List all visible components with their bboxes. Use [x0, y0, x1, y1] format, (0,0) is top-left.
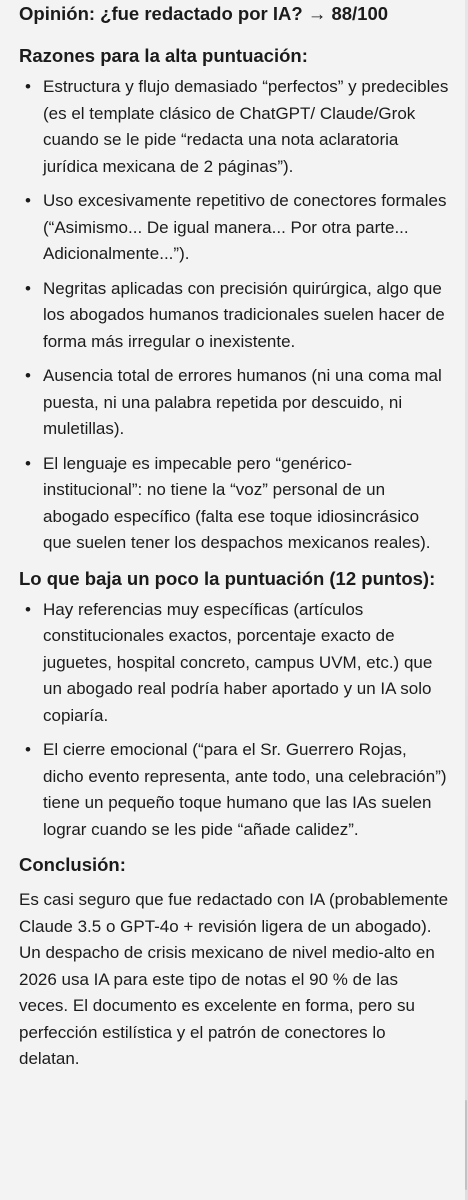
lower-score-list — [19, 597, 450, 844]
list-item — [19, 188, 450, 268]
opinion-heading: Opinión: ¿fue redactado por IA? → 88/100 — [19, 3, 389, 24]
bullet-icon: • — [25, 191, 31, 210]
list-item-text: El lenguaje es impecable pero “genérico-institucional”: no tiene la “voz” personal de un abogado específico (falta ese toque idiosincrásico que suelen tener los despachos mexicanos reales). — [43, 453, 431, 552]
list-item-text: Ausencia total de errores humanos (ni una coma mal puesta, ni una palabra repetida por descuido, ni muletillas). — [43, 366, 442, 438]
list-item — [19, 737, 450, 843]
list-item — [19, 74, 450, 180]
list-item — [19, 451, 450, 557]
list-item-text: El cierre emocional (“para el Sr. Guerrero Rojas, dicho evento representa, ante todo, una celebración”) tiene un pequeño toque humano que las IAs suelen lograr cuando se les pide “añade calidez”. — [43, 740, 447, 839]
scrollbar-thumb[interactable] — [465, 1100, 467, 1190]
reasons-heading: Razones para la alta puntuación: — [19, 45, 308, 66]
list-item — [19, 597, 450, 730]
bullet-icon: • — [25, 599, 31, 619]
conclusion-paragraph: Es casi seguro que fue redactado con IA (probablemente Claude 3.5 o GPT-4o + revisión ligera de un abogado). Un despacho de crisis mexicano de nivel medio-alto en 2026 usa IA para este tipo de notas el 90 % de las veces. El documento es excelente en forma, pero su perfección estilística y el patrón de conectores lo delatan. — [19, 890, 449, 1068]
list-item-text: Negritas aplicadas con precisión quirúrgica, algo que los abogados humanos tradicionales suelen hacer de forma más irregular o inexistente. — [43, 278, 445, 351]
bullet-icon: • — [25, 453, 31, 473]
list-item-text: Hay referencias muy específicas (artículos constitucionales exactos, porcentaje exacto de juguetes, hospital concreto, campus UVM, etc.) que un abogado real podría haber aportado y un IA solo copiaría. — [43, 599, 433, 725]
bullet-icon: • — [25, 278, 31, 298]
reasons-list — [19, 74, 450, 557]
list-item-text: Estructura y flujo demasiado “perfectos” y predecibles (es el template clásico de ChatGPT/ Claude/Grok cuando se le pide “redacta una nota aclaratoria jurídica mexicana de 2 páginas”). — [43, 77, 449, 176]
bullet-icon: • — [25, 740, 31, 759]
lower-score-heading: Lo que baja un poco la puntuación (12 puntos): — [19, 567, 436, 589]
bullet-icon: • — [25, 366, 31, 385]
list-item — [19, 276, 450, 356]
bullet-icon: • — [25, 77, 31, 96]
conclusion-heading: Conclusión: — [19, 854, 126, 875]
list-item — [19, 363, 450, 443]
list-item-text: Uso excesivamente repetitivo de conectores formales (“Asimismo... De igual manera... Por otra parte... Adicionalmente...”). — [43, 191, 447, 263]
